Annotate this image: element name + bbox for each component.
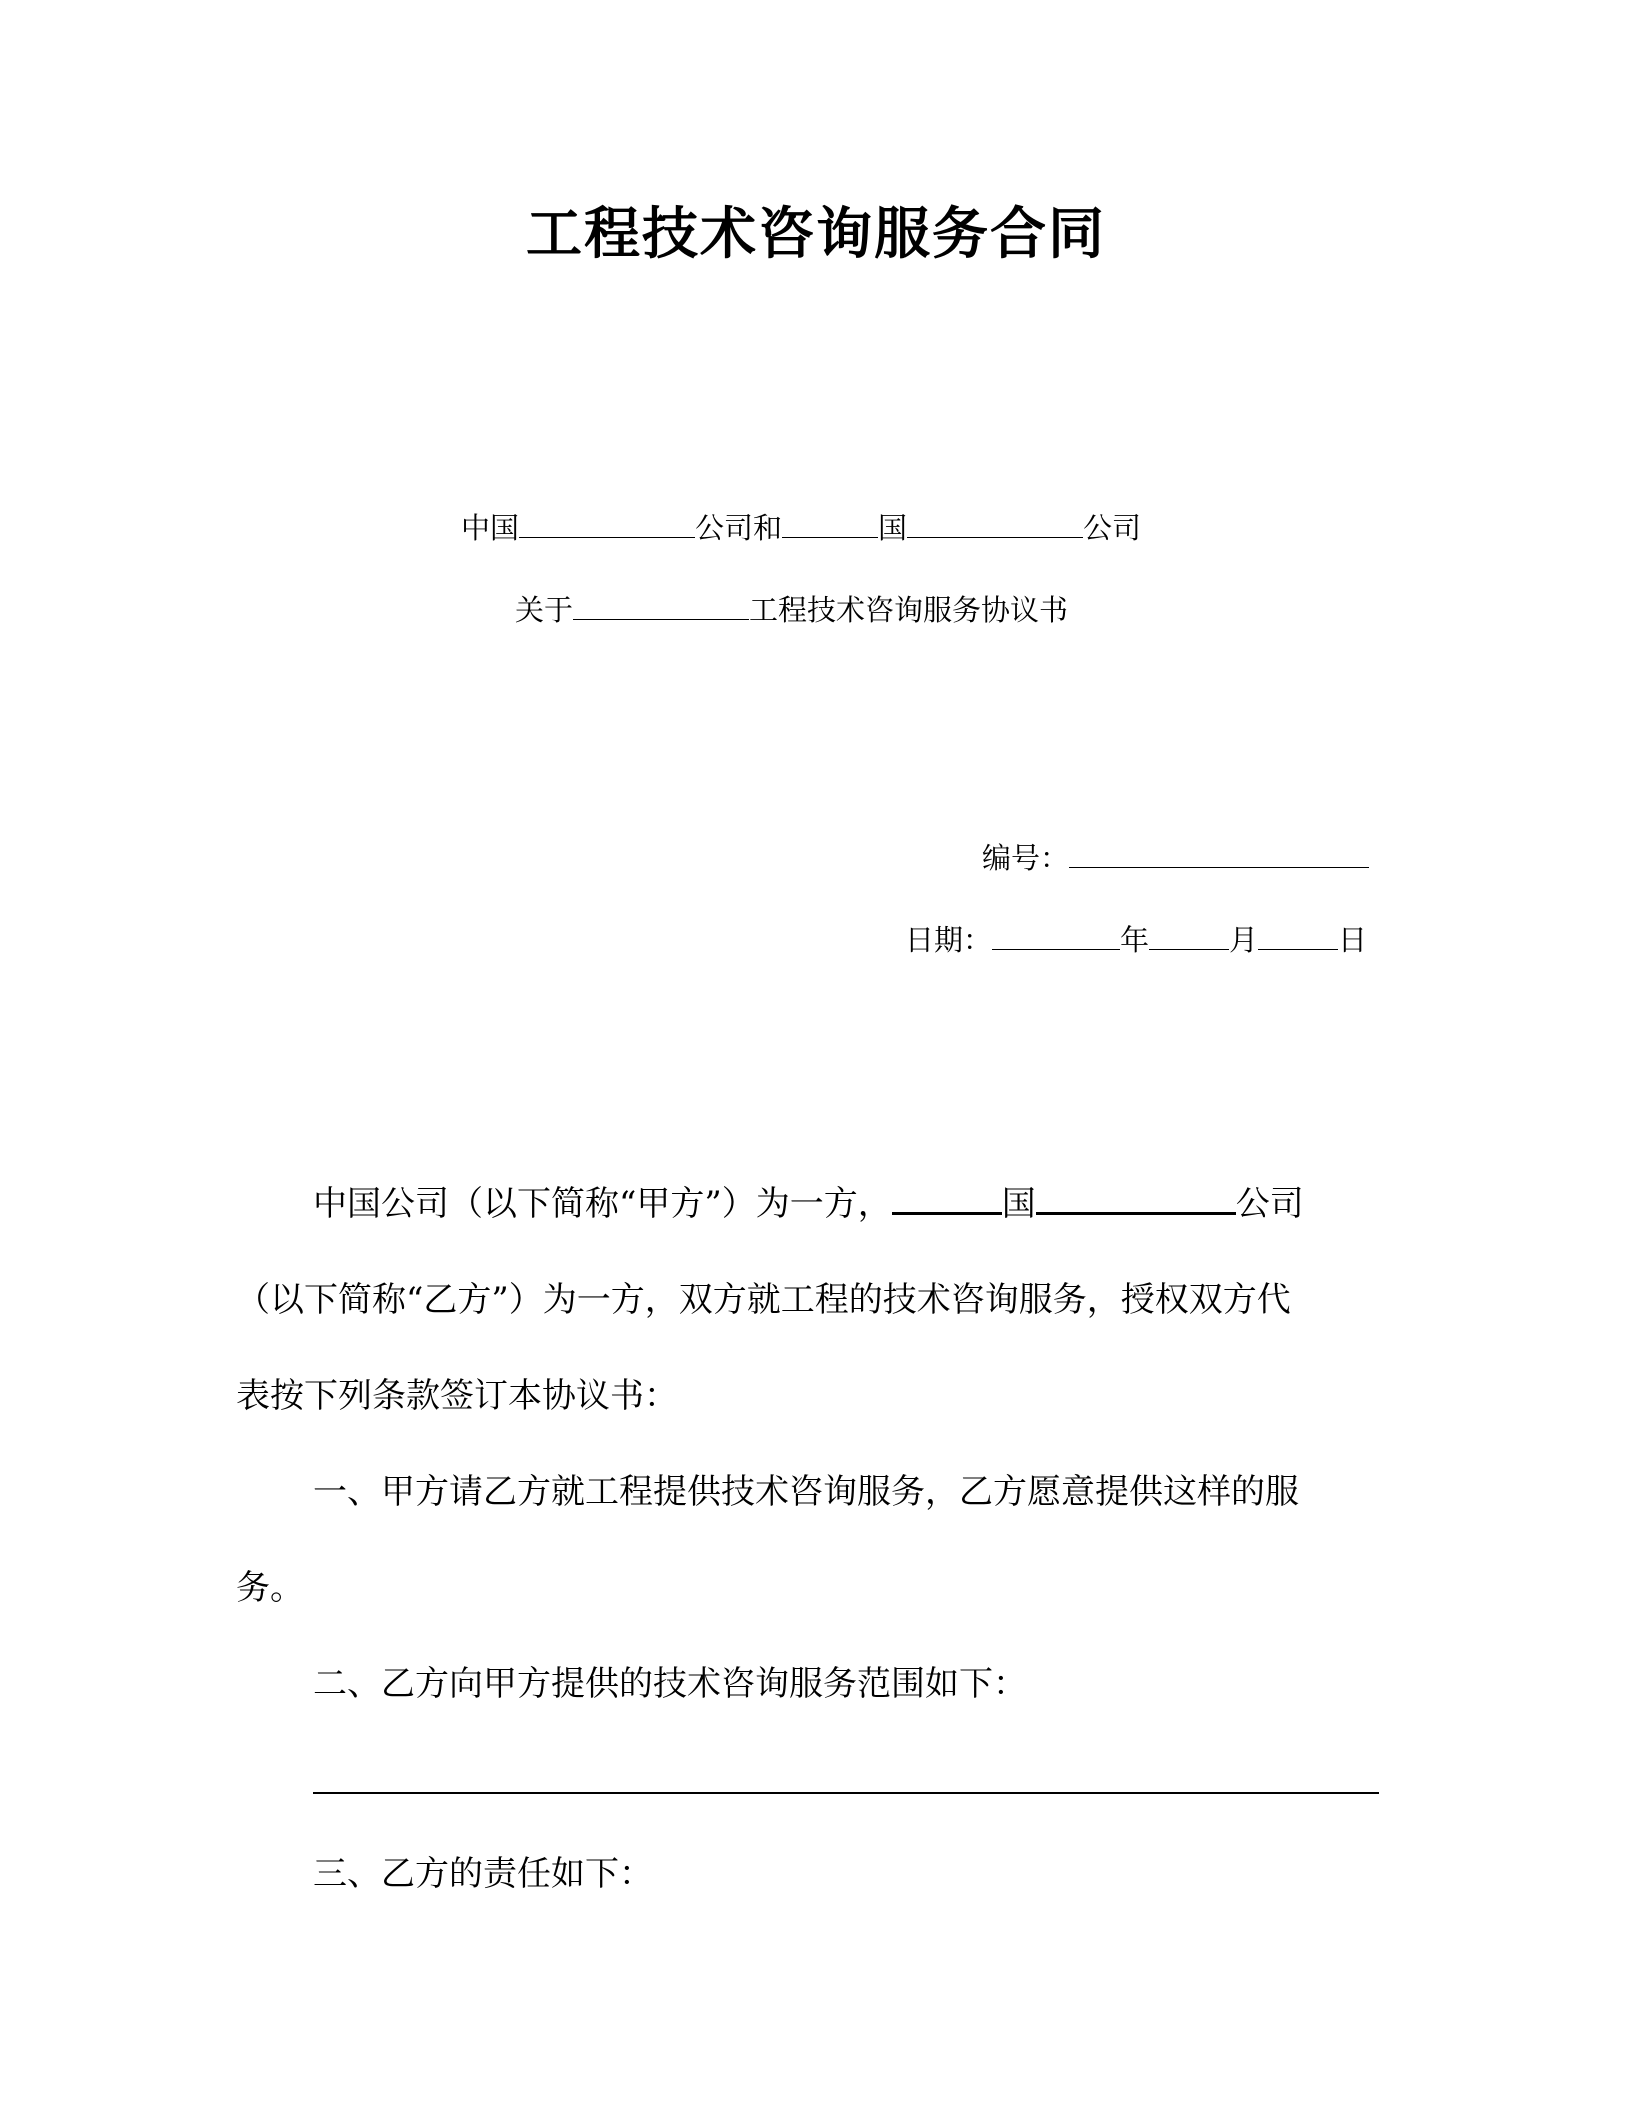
blank-number[interactable] (1069, 839, 1369, 868)
service-scope-blank-line[interactable] (313, 1792, 1379, 1794)
day-label: 日 (1338, 923, 1368, 957)
intro-line-2: （以下简称“乙方”）为一方，双方就工程的技术咨询服务，授权双方代 (236, 1280, 1291, 1320)
blank-intro-country[interactable] (892, 1180, 1002, 1215)
blank-year[interactable] (992, 921, 1120, 950)
header-parties-line (461, 506, 1141, 547)
intro-company: 公司 (1235, 1184, 1304, 1224)
header-company-and: 公司和 (695, 511, 783, 545)
document-title: 工程技术咨询服务合同 (526, 202, 1106, 267)
number-line (982, 836, 1369, 877)
blank-day[interactable] (1258, 921, 1338, 950)
number-label: 编号： (982, 841, 1070, 875)
intro-line-3: 表按下列条款签订本协议书： (236, 1376, 678, 1416)
blank-foreign-company[interactable] (907, 509, 1083, 538)
blank-month[interactable] (1149, 921, 1229, 950)
blank-china-company[interactable] (519, 509, 695, 538)
header-china: 中国 (461, 511, 520, 545)
intro-party-a: 中国公司（以下简称“甲方”）为一方， (313, 1184, 892, 1224)
clause-1-line-2: 务。 (236, 1568, 304, 1608)
header-subject-line (515, 588, 1068, 629)
header-country: 国 (878, 511, 908, 545)
blank-intro-company[interactable] (1036, 1180, 1236, 1215)
clause-2: 二、乙方向甲方提供的技术咨询服务范围如下： (313, 1664, 1027, 1704)
header-company: 公司 (1083, 511, 1142, 545)
date-line (905, 918, 1367, 959)
header-agreement-title: 工程技术咨询服务协议书 (749, 593, 1069, 627)
month-label: 月 (1229, 923, 1259, 957)
header-about: 关于 (515, 593, 574, 627)
blank-project-name[interactable] (573, 591, 749, 620)
year-label: 年 (1120, 923, 1150, 957)
date-label: 日期： (905, 923, 993, 957)
blank-country[interactable] (782, 509, 878, 538)
intro-line-1 (313, 1176, 1304, 1225)
clause-1-line-1: 一、甲方请乙方就工程提供技术咨询服务，乙方愿意提供这样的服 (313, 1472, 1299, 1512)
clause-3: 三、乙方的责任如下： (313, 1854, 653, 1894)
intro-country: 国 (1001, 1184, 1036, 1224)
